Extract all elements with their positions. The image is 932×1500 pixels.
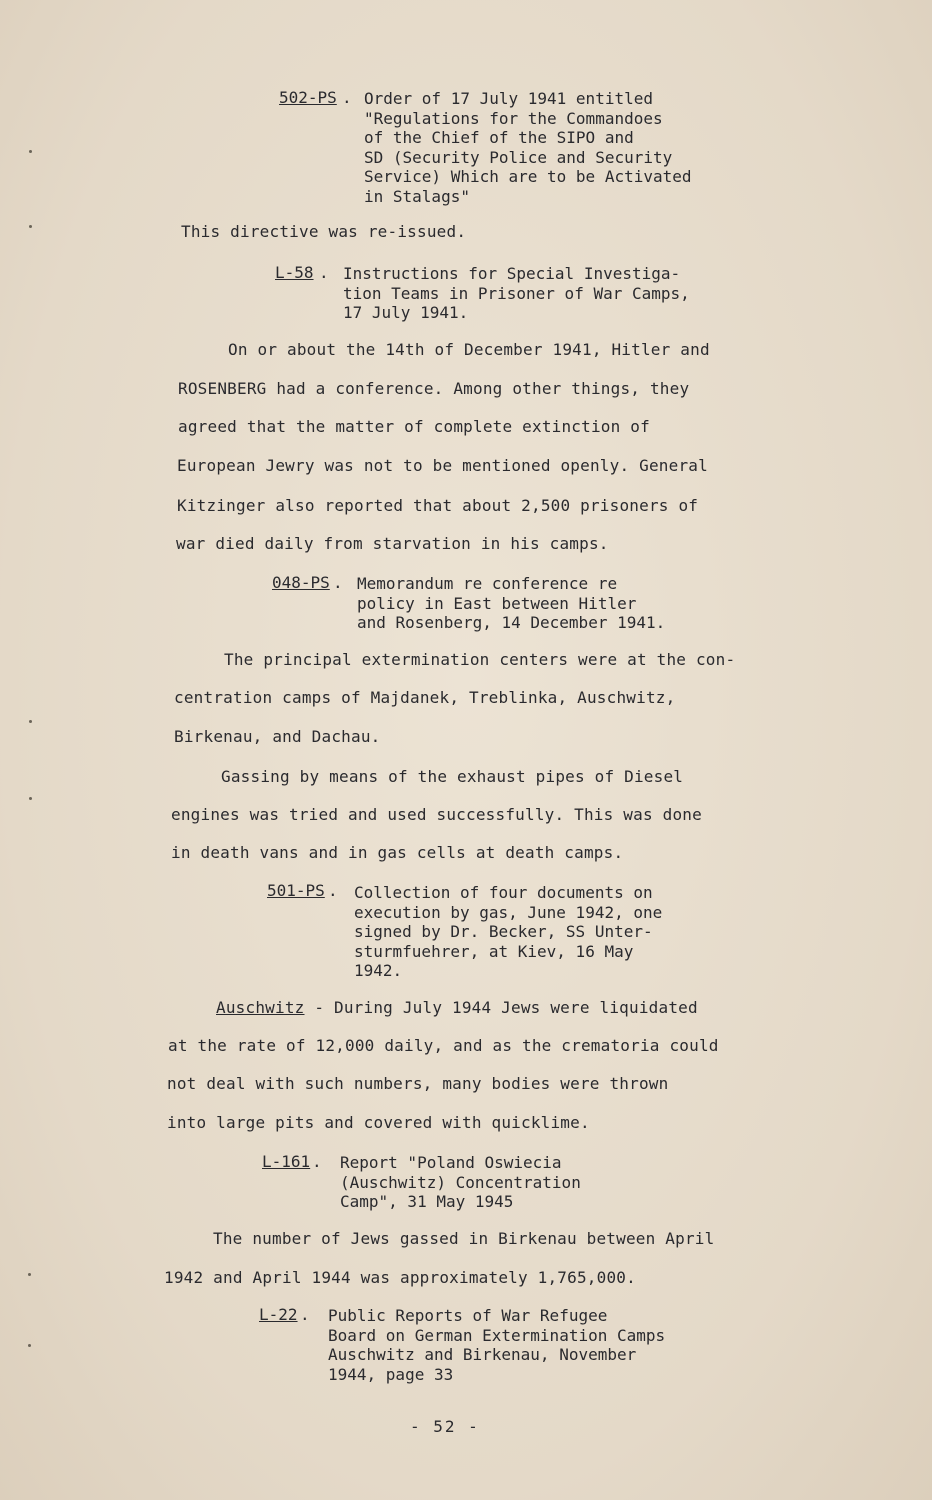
paragraph-line: Auschwitz - During July 1944 Jews were liquidated (216, 998, 698, 1017)
citation-dot: . (333, 573, 343, 592)
underlined-lead: Auschwitz (216, 998, 305, 1017)
paragraph-line: The number of Jews gassed in Birkenau between April (213, 1229, 715, 1248)
citation-text: Report "Poland Oswiecia (Auschwitz) Concentration Camp", 31 May 1945 (340, 1153, 581, 1211)
citation-code: L-161 (262, 1152, 311, 1171)
paragraph-line: ROSENBERG had a conference. Among other things, they (178, 379, 690, 398)
paragraph-line: Kitzinger also reported that about 2,500 prisoners of (177, 496, 699, 515)
citation-dot: . (300, 1305, 310, 1324)
paragraph-line: European Jewry was not to be mentioned openly. General (177, 456, 708, 475)
citation-dot: . (319, 263, 329, 282)
paragraph-line: 1942 and April 1944 was approximately 1,765,000. (164, 1268, 636, 1287)
margin-speck (28, 1344, 31, 1347)
paragraph-line: into large pits and covered with quicklime. (167, 1113, 590, 1132)
paragraph-line: in death vans and in gas cells at death camps. (171, 843, 624, 862)
citation-code: 501-PS (267, 881, 325, 900)
paragraph-line: Birkenau, and Dachau. (174, 727, 381, 746)
margin-speck (29, 720, 32, 723)
citation-text: Memorandum re conference re policy in East between Hitler and Rosenberg, 14 December 1941. (357, 574, 666, 632)
citation-dot: . (328, 881, 338, 900)
margin-speck (28, 1273, 31, 1276)
citation-text: Public Reports of War Refugee Board on German Extermination Camps Auschwitz and Birkenau, November 1944, page 33 (328, 1306, 666, 1384)
citation-code: L-58 (275, 263, 314, 282)
margin-speck (29, 225, 32, 228)
citation-code: L-22 (259, 1305, 298, 1324)
page-number: - 52 - (410, 1417, 480, 1436)
margin-speck (29, 150, 32, 153)
citation-text: Instructions for Special Investiga- tion Teams in Prisoner of War Camps, 17 July 1941. (343, 264, 690, 322)
paragraph-line: Gassing by means of the exhaust pipes of Diesel (221, 767, 684, 786)
citation-code: 502-PS (279, 88, 337, 107)
paragraph-line: at the rate of 12,000 daily, and as the crematoria could (168, 1036, 719, 1055)
citation-code: 048-PS (272, 573, 330, 592)
paragraph-line: The principal extermination centers were at the con- (224, 650, 736, 669)
citation-dot: . (312, 1152, 322, 1171)
paragraph-line: war died daily from starvation in his camps. (176, 534, 609, 553)
paragraph-line: engines was tried and used successfully. This was done (171, 805, 702, 824)
margin-speck (29, 797, 32, 800)
paragraph-line: agreed that the matter of complete extinction of (178, 417, 650, 436)
paragraph-line: On or about the 14th of December 1941, Hitler and (228, 340, 710, 359)
paragraph-line: This directive was re-issued. (181, 222, 467, 241)
paragraph-line: centration camps of Majdanek, Treblinka, Auschwitz, (174, 688, 676, 707)
citation-text: Order of 17 July 1941 entitled "Regulations for the Commandoes of the Chief of the SIPO and SD (Security Police and Security Service) Which are to be Activated in Stalags" (364, 89, 692, 206)
citation-text: Collection of four documents on execution by gas, June 1942, one signed by Dr. Becker, SS Unter- sturmfuehrer, at Kiev, 16 May 1942. (354, 883, 663, 980)
citation-dot: . (342, 88, 352, 107)
paragraph-line: not deal with such numbers, many bodies were thrown (167, 1074, 669, 1093)
